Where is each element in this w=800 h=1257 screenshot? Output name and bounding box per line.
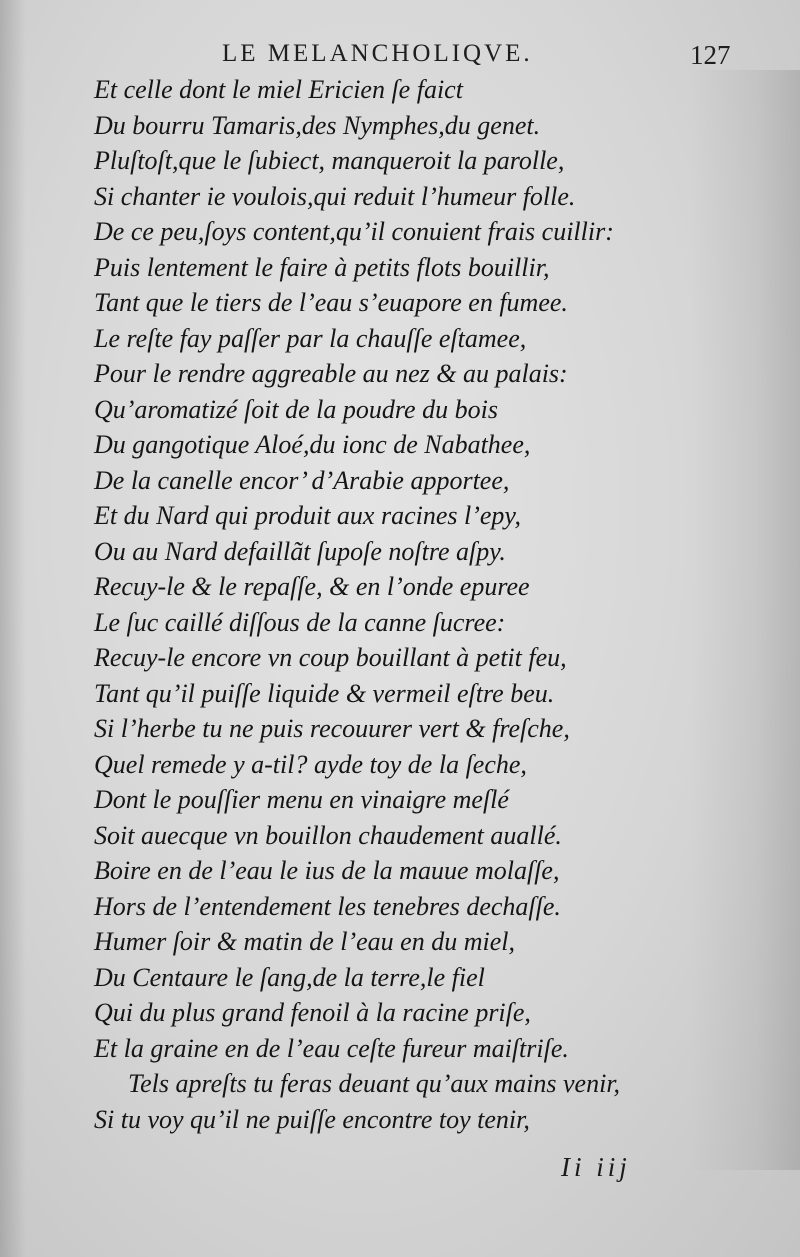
verse-line: Du Centaure le ſang,de la terre,le fiel (94, 962, 485, 992)
verse-line: De ce peu,ſoys content,qu’il conuient frais cuillir: (94, 217, 614, 246)
verse-line: Recuy-le encore vn coup bouillant à petit feu, (94, 643, 567, 672)
page-gutter-shadow (0, 0, 26, 1257)
verse-line-indented: Tels apreſts tu feras deuant qu’aux mains venir, (128, 1069, 621, 1098)
verse-line: Humer ſoir & matin de l’eau en du miel, (94, 927, 515, 956)
verse-line: Si chanter ie voulois,qui reduit l’humeur folle. (94, 181, 576, 211)
verse-line: Tant qu’il puiſſe liquide & vermeil eſtre beu. (94, 678, 555, 708)
poem-text (94, 72, 714, 1137)
running-title: LE MELANCHOLIQVE. (222, 40, 533, 67)
verse-line: Ou au Nard defaillãt ſupoſe noſtre aſpy. (94, 536, 506, 566)
verse-line: Pluſtoſt,que le ſubiect, manqueroit la parolle, (94, 146, 565, 175)
verse-line: Le ſuc caillé diſſous de la canne ſucree: (94, 607, 506, 637)
verse-line: Qui du plus grand fenoil à la racine priſe, (94, 998, 531, 1027)
verse-line: Et du Nard qui produit aux racines l’epy, (94, 501, 522, 530)
verse-line: Hors de l’entendement les tenebres dechaſſe. (94, 891, 561, 921)
page-number: 127 (690, 40, 731, 70)
verse-line: Du bourru Tamaris,des Nymphes,du genet. (94, 110, 541, 140)
verse-line: Qu’aromatizé ſoit de la poudre du bois (94, 394, 498, 424)
verse-line: Si tu voy qu’il ne puiſſe encontre toy tenir, (94, 1104, 530, 1134)
verse-line: De la canelle encor’ d’Arabie apportee, (94, 465, 510, 495)
verse-line: Et la graine en de l’eau ceſte fureur maiſtriſe. (94, 1033, 569, 1063)
verse-line: Du gangotique Aloé,du ionc de Nabathee, (94, 430, 531, 459)
verse-line: Puis lentement le faire à petits flots bouillir, (94, 252, 550, 282)
verse-line: Recuy-le & le repaſſe, & en l’onde epuree (94, 572, 530, 601)
verse-line: Pour le rendre aggreable au nez & au palais: (94, 359, 568, 388)
signature-mark: Ii iij (561, 1152, 631, 1182)
verse-line: Dont le pouſſier menu en vinaigre meſlé (94, 785, 509, 814)
verse-line: Le reſte fay paſſer par la chauſſe eſtamee, (94, 323, 527, 353)
verse-line: Tant que le tiers de l’eau s’euapore en fumee. (94, 288, 568, 317)
verse-line: Si l’herbe tu ne puis recouurer vert & freſche, (94, 714, 570, 743)
verse-line: Quel remede y a-til? ayde toy de la ſeche, (94, 749, 527, 779)
verse-line: Boire en de l’eau le ius de la mauue molaſſe, (94, 856, 560, 885)
verse-line: Soit auecque vn bouillon chaudement auallé. (94, 820, 562, 850)
verse-line: Et celle dont le miel Ericien ſe faict (94, 75, 463, 104)
